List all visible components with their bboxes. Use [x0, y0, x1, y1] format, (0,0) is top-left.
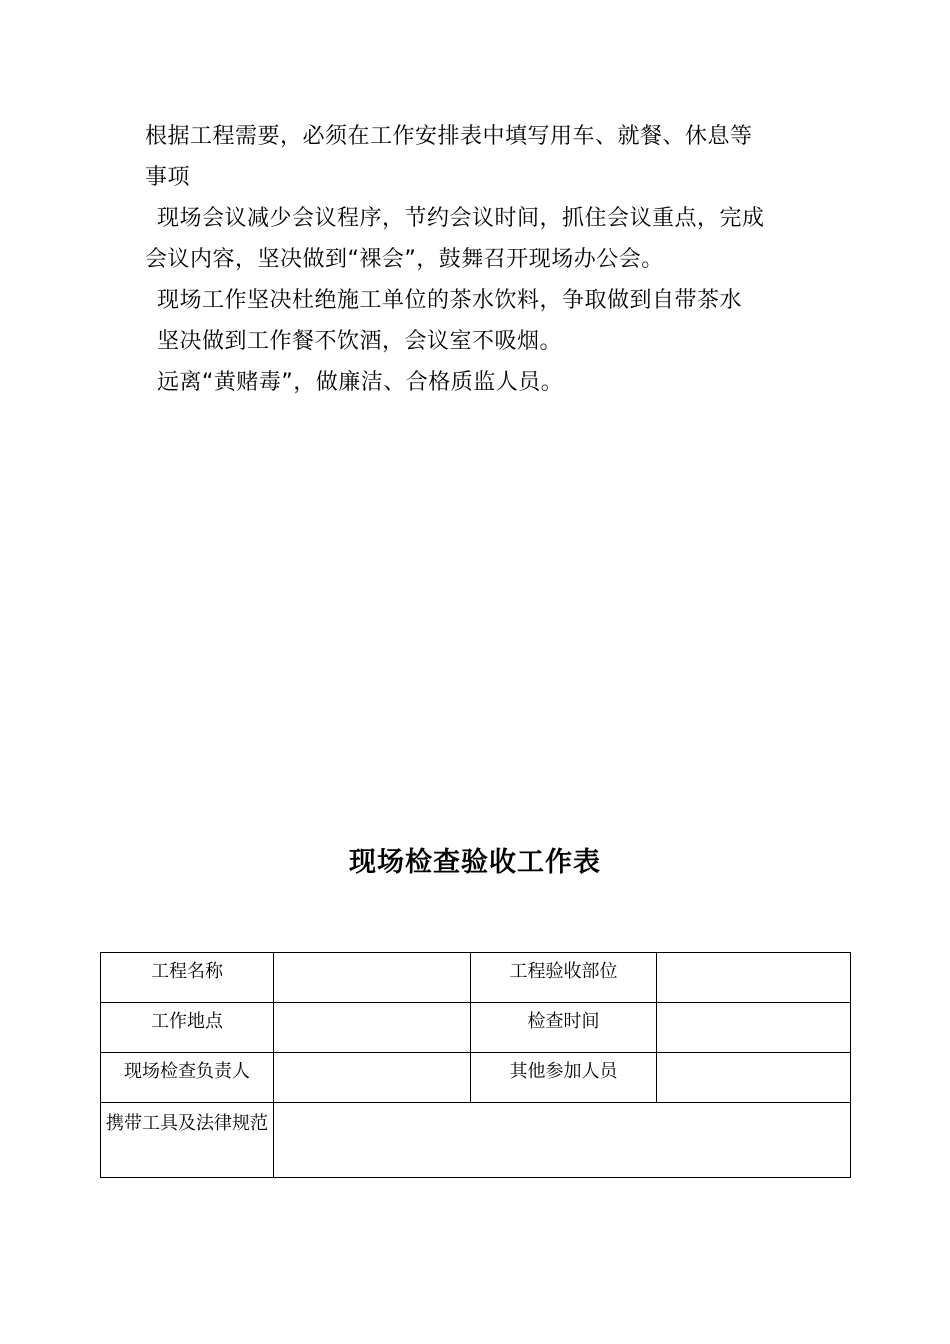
inspection-time-field[interactable]	[657, 1003, 851, 1053]
paragraph-line: 现场工作坚决杜绝施工单位的茶水饮料，争取做到自带茶水	[157, 288, 743, 313]
project-name-label: 工程名称	[101, 953, 274, 1003]
inspector-in-charge-label: 现场检查负责人	[101, 1053, 274, 1103]
paragraph-line: 远离“黄赌毒”，做廉洁、合格质监人员。	[157, 370, 564, 395]
inspection-form-table	[100, 952, 851, 1178]
work-location-label: 工作地点	[101, 1003, 274, 1053]
other-participants-label: 其他参加人员	[471, 1053, 657, 1103]
paragraph-line: 根据工程需要，必须在工作安排表中填写用车、就餐、休息等	[145, 124, 753, 149]
table-row	[101, 1053, 851, 1103]
table-row	[101, 953, 851, 1003]
table-row	[101, 1103, 851, 1178]
paragraph-line: 会议内容，坚决做到“裸会”，鼓舞召开现场办公会。	[145, 247, 664, 272]
table-row	[101, 1003, 851, 1053]
form-title: 现场检查验收工作表	[349, 847, 601, 878]
paragraph-line: 事项	[145, 165, 191, 190]
project-name-field[interactable]	[274, 953, 471, 1003]
tools-regulations-label: 携带工具及法律规范	[101, 1103, 274, 1178]
inspector-in-charge-field[interactable]	[274, 1053, 471, 1103]
other-participants-field[interactable]	[657, 1053, 851, 1103]
inspection-time-label: 检查时间	[471, 1003, 657, 1053]
paragraph-line: 现场会议减少会议程序，节约会议时间，抓住会议重点，完成	[157, 206, 765, 231]
tools-regulations-field[interactable]	[274, 1103, 851, 1178]
paragraph-line: 坚决做到工作餐不饮酒，会议室不吸烟。	[157, 329, 563, 354]
acceptance-part-label: 工程验收部位	[471, 953, 657, 1003]
acceptance-part-field[interactable]	[657, 953, 851, 1003]
work-location-field[interactable]	[274, 1003, 471, 1053]
